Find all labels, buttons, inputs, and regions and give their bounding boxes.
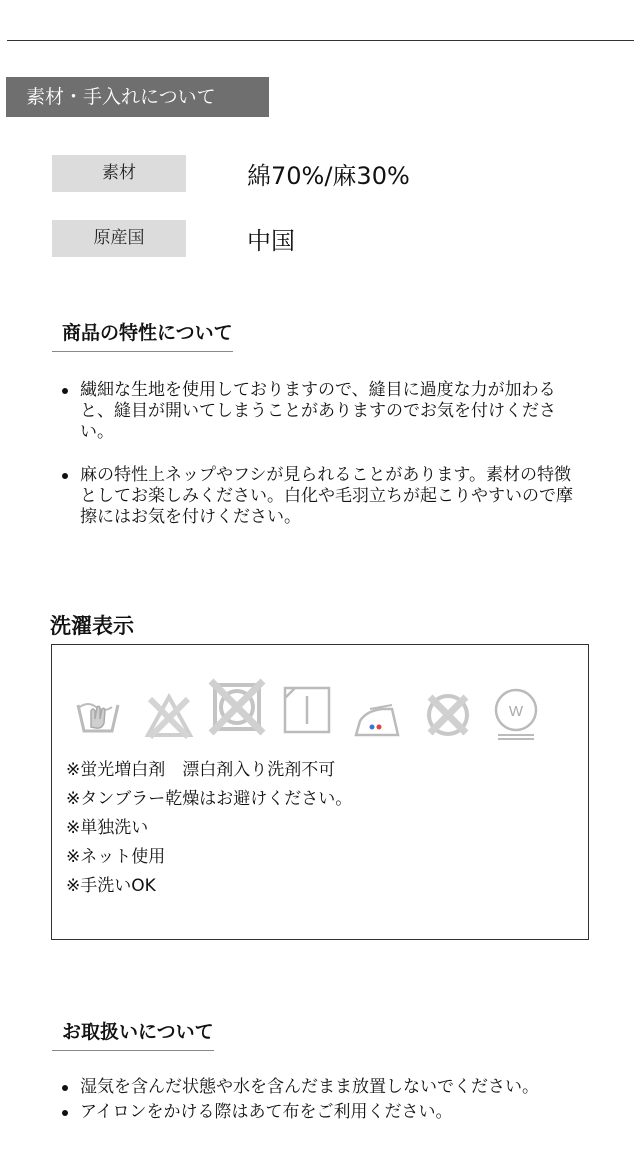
no-dry-clean-icon [422,689,474,741]
laundry-notes [66,756,352,901]
handling-list [62,1077,587,1123]
laundry-note: ※ネット使用 [66,847,166,867]
laundry-heading: 洗濯表示 [50,614,134,638]
laundry-note: ※タンブラー乾燥はお避けください。 [66,789,353,809]
hand-wash-icon [74,693,122,739]
iron-icon [352,699,404,739]
no-tumble-dry-icon [207,677,267,737]
spec-label-material: 素材 [52,155,186,192]
features-list [62,380,587,528]
list-item: 麻の特性上ネップやフシが見られることがあります。素材の特徴としてお楽しみください。白化や毛羽立ちが起こりやすいので摩擦にはお気を付けください。 [62,465,587,528]
line-dry-icon [279,684,335,740]
wet-clean-icon [490,686,542,742]
svg-text:W: W [508,703,524,720]
laundry-note: ※蛍光増白剤 漂白剤入り洗剤不可 [66,760,336,780]
section-header: 素材・手入れについて [6,77,269,117]
laundry-note: ※手洗いOK [66,876,156,896]
no-bleach-icon [144,691,194,741]
spec-value-material: 綿70%/麻30% [247,162,410,190]
spec-value-origin: 中国 [247,227,295,255]
list-item: 湿気を含んだ状態や水を含んだまま放置しないでください。 [62,1077,587,1098]
spec-label-origin: 原産国 [52,220,186,257]
laundry-note: ※単独洗い [66,818,149,838]
top-divider [7,40,634,41]
features-heading: 商品の特性について [52,318,233,352]
laundry-box [51,644,589,940]
list-item: アイロンをかける際はあて布をご利用ください。 [62,1102,587,1123]
list-item: 繊細な生地を使用しておりますので、縫目に過度な力が加わると、縫目が開いてしまうことがありますのでお気を付けください。 [62,380,587,443]
handling-heading: お取扱いについて [52,1017,214,1051]
